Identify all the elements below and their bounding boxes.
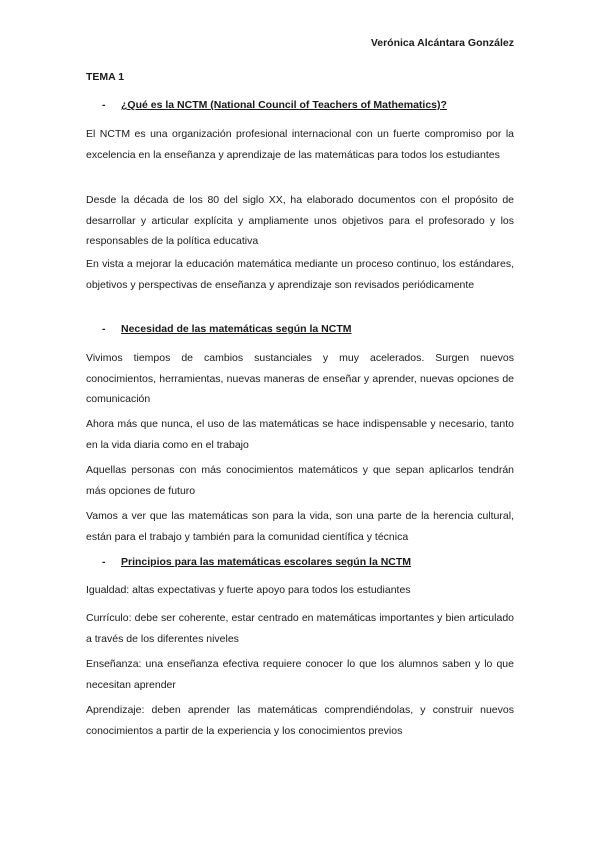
paragraph: En vista a mejorar la educación matemática mediante un proceso continuo, los estándares, objetivos y perspectivas de enseñanza y aprendizaje son revisados periódicamente [86,258,514,291]
paragraph: Igualdad: altas expectativas y fuerte apoyo para todos los estudiantes [86,584,411,596]
paragraph: Desde la década de los 80 del siglo XX, ha elaborado documentos con el propósito de desarrollar y articular explícita y ampliamente unos objetivos para el profesorado y los responsables de la política educativa [86,194,514,247]
section-heading-text: ¿Qué es la NCTM (National Council of Teachers of Mathematics)? [121,99,447,111]
section-heading [102,556,411,568]
paragraph: El NCTM es una organización profesional internacional con un fuerte compromiso por la excelencia en la enseñanza y aprendizaje de las matemáticas para todos los estudiantes [86,128,514,161]
paragraph: Aquellas personas con más conocimientos matemáticos y que sepan aplicarlos tendrán más opciones de futuro [86,464,514,497]
topic-title: TEMA 1 [86,71,125,83]
section-heading-text: Necesidad de las matemáticas según la NCTM [121,323,352,335]
section-bullet: - [102,556,106,568]
paragraph: Currículo: debe ser coherente, estar centrado en matemáticas importantes y bien articulado a través de los diferentes niveles [86,612,514,645]
section-heading-text: Principios para las matemáticas escolares según la NCTM [121,556,412,568]
section-bullet: - [102,323,106,335]
section-heading [102,99,447,111]
paragraph: Enseñanza: una enseñanza efectiva requiere conocer lo que los alumnos saben y lo que necesitan aprender [86,658,514,691]
paragraph: Vivimos tiempos de cambios sustanciales y muy acelerados. Surgen nuevos conocimientos, herramientas, nuevas maneras de enseñar y aprender, nuevas opciones de comunicación [86,352,514,405]
author-name: Verónica Alcántara González [370,37,514,49]
section-bullet: - [102,99,106,111]
section-heading [102,323,352,335]
paragraph: Ahora más que nunca, el uso de las matemáticas se hace indispensable y necesario, tanto en la vida diaria como en el trabajo [86,418,514,451]
paragraph: Aprendizaje: deben aprender las matemáticas comprendiéndolas, y construir nuevos conocimientos a partir de la experiencia y los conocimientos previos [86,704,514,737]
paragraph: Vamos a ver que las matemáticas son para la vida, son una parte de la herencia cultural, están para el trabajo y también para la comunidad científica y técnica [86,510,514,543]
